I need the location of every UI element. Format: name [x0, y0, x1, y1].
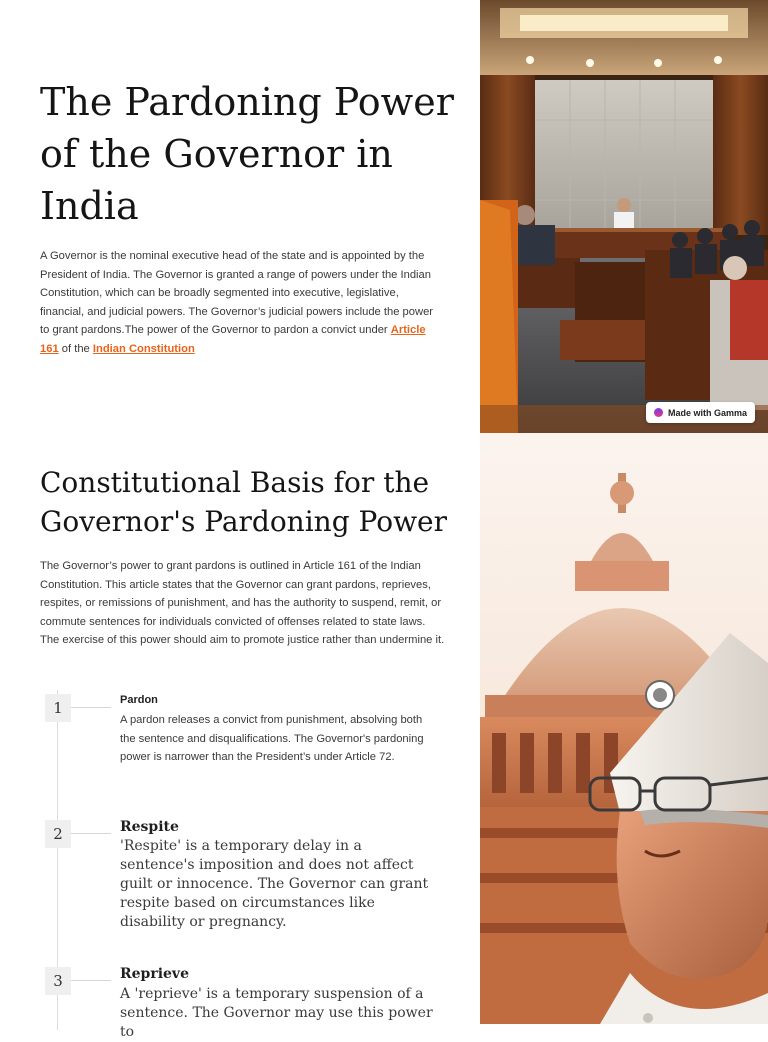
step-connector: [71, 707, 111, 708]
step-connector: [71, 833, 111, 834]
section-paragraph: The Governor’s power to grant pardons is outlined in Article 161 of the Indian Constitution. This article states that the Governor can grant pardons, reprieves, respites, or remissions of punishment, and has the authority to suspend, remit, or commute sentences for individuals convicted of offenses related to state laws. The exercise of this power should aim to promote justice rather than undermine it.: [40, 560, 445, 647]
made-with-gamma-badge[interactable]: [646, 402, 755, 423]
indian-constitution-link[interactable]: Indian Constitution: [92, 342, 195, 355]
article-161-link[interactable]: Article 161: [40, 324, 426, 355]
page-title: The Pardoning Power of the Governor in India: [40, 80, 454, 228]
step-number: 1: [45, 694, 71, 722]
step-number: 2: [45, 820, 71, 848]
intro-text: A Governor is the nominal executive head of the state and is appointed by the President of India. The Governor is granted a range of powers under the Indian Constitution, which can be broadly segmented into executive, legislative, financial, and judicial powers. The Governor’s judicial powers include the power to grant pardons.The power of the Governor to pardon a convict under: [40, 250, 434, 337]
step-title: Reprieve: [120, 966, 189, 982]
intro-paragraph: [40, 247, 445, 359]
step-body: 'Respite' is a temporary delay in a sentence's imposition and does not affect guilt or innocence. The Governor can grant respite based on circumstances like disability or pregnancy.: [120, 838, 429, 930]
intro-connector: of the: [58, 342, 93, 355]
step-title: Respite: [120, 819, 179, 835]
courtroom-image: [480, 0, 768, 433]
governor-portrait-image: [480, 433, 768, 1024]
gamma-logo-icon: [654, 408, 663, 417]
step-connector: [71, 980, 111, 981]
step-body: A pardon releases a convict from punishment, absolving both the sentence and disqualifications. The Governor's pardoning power is narrower than the President’s under Article 72.: [120, 714, 424, 764]
section-title: Constitutional Basis for the Governor's Pardoning Power: [40, 466, 448, 538]
step-body: A 'reprieve' is a temporary suspension of a sentence. The Governor may use this power to: [120, 986, 433, 1040]
step-number: 3: [45, 967, 71, 995]
badge-label: Made with Gamma: [668, 407, 748, 418]
step-title: Pardon: [120, 694, 158, 706]
